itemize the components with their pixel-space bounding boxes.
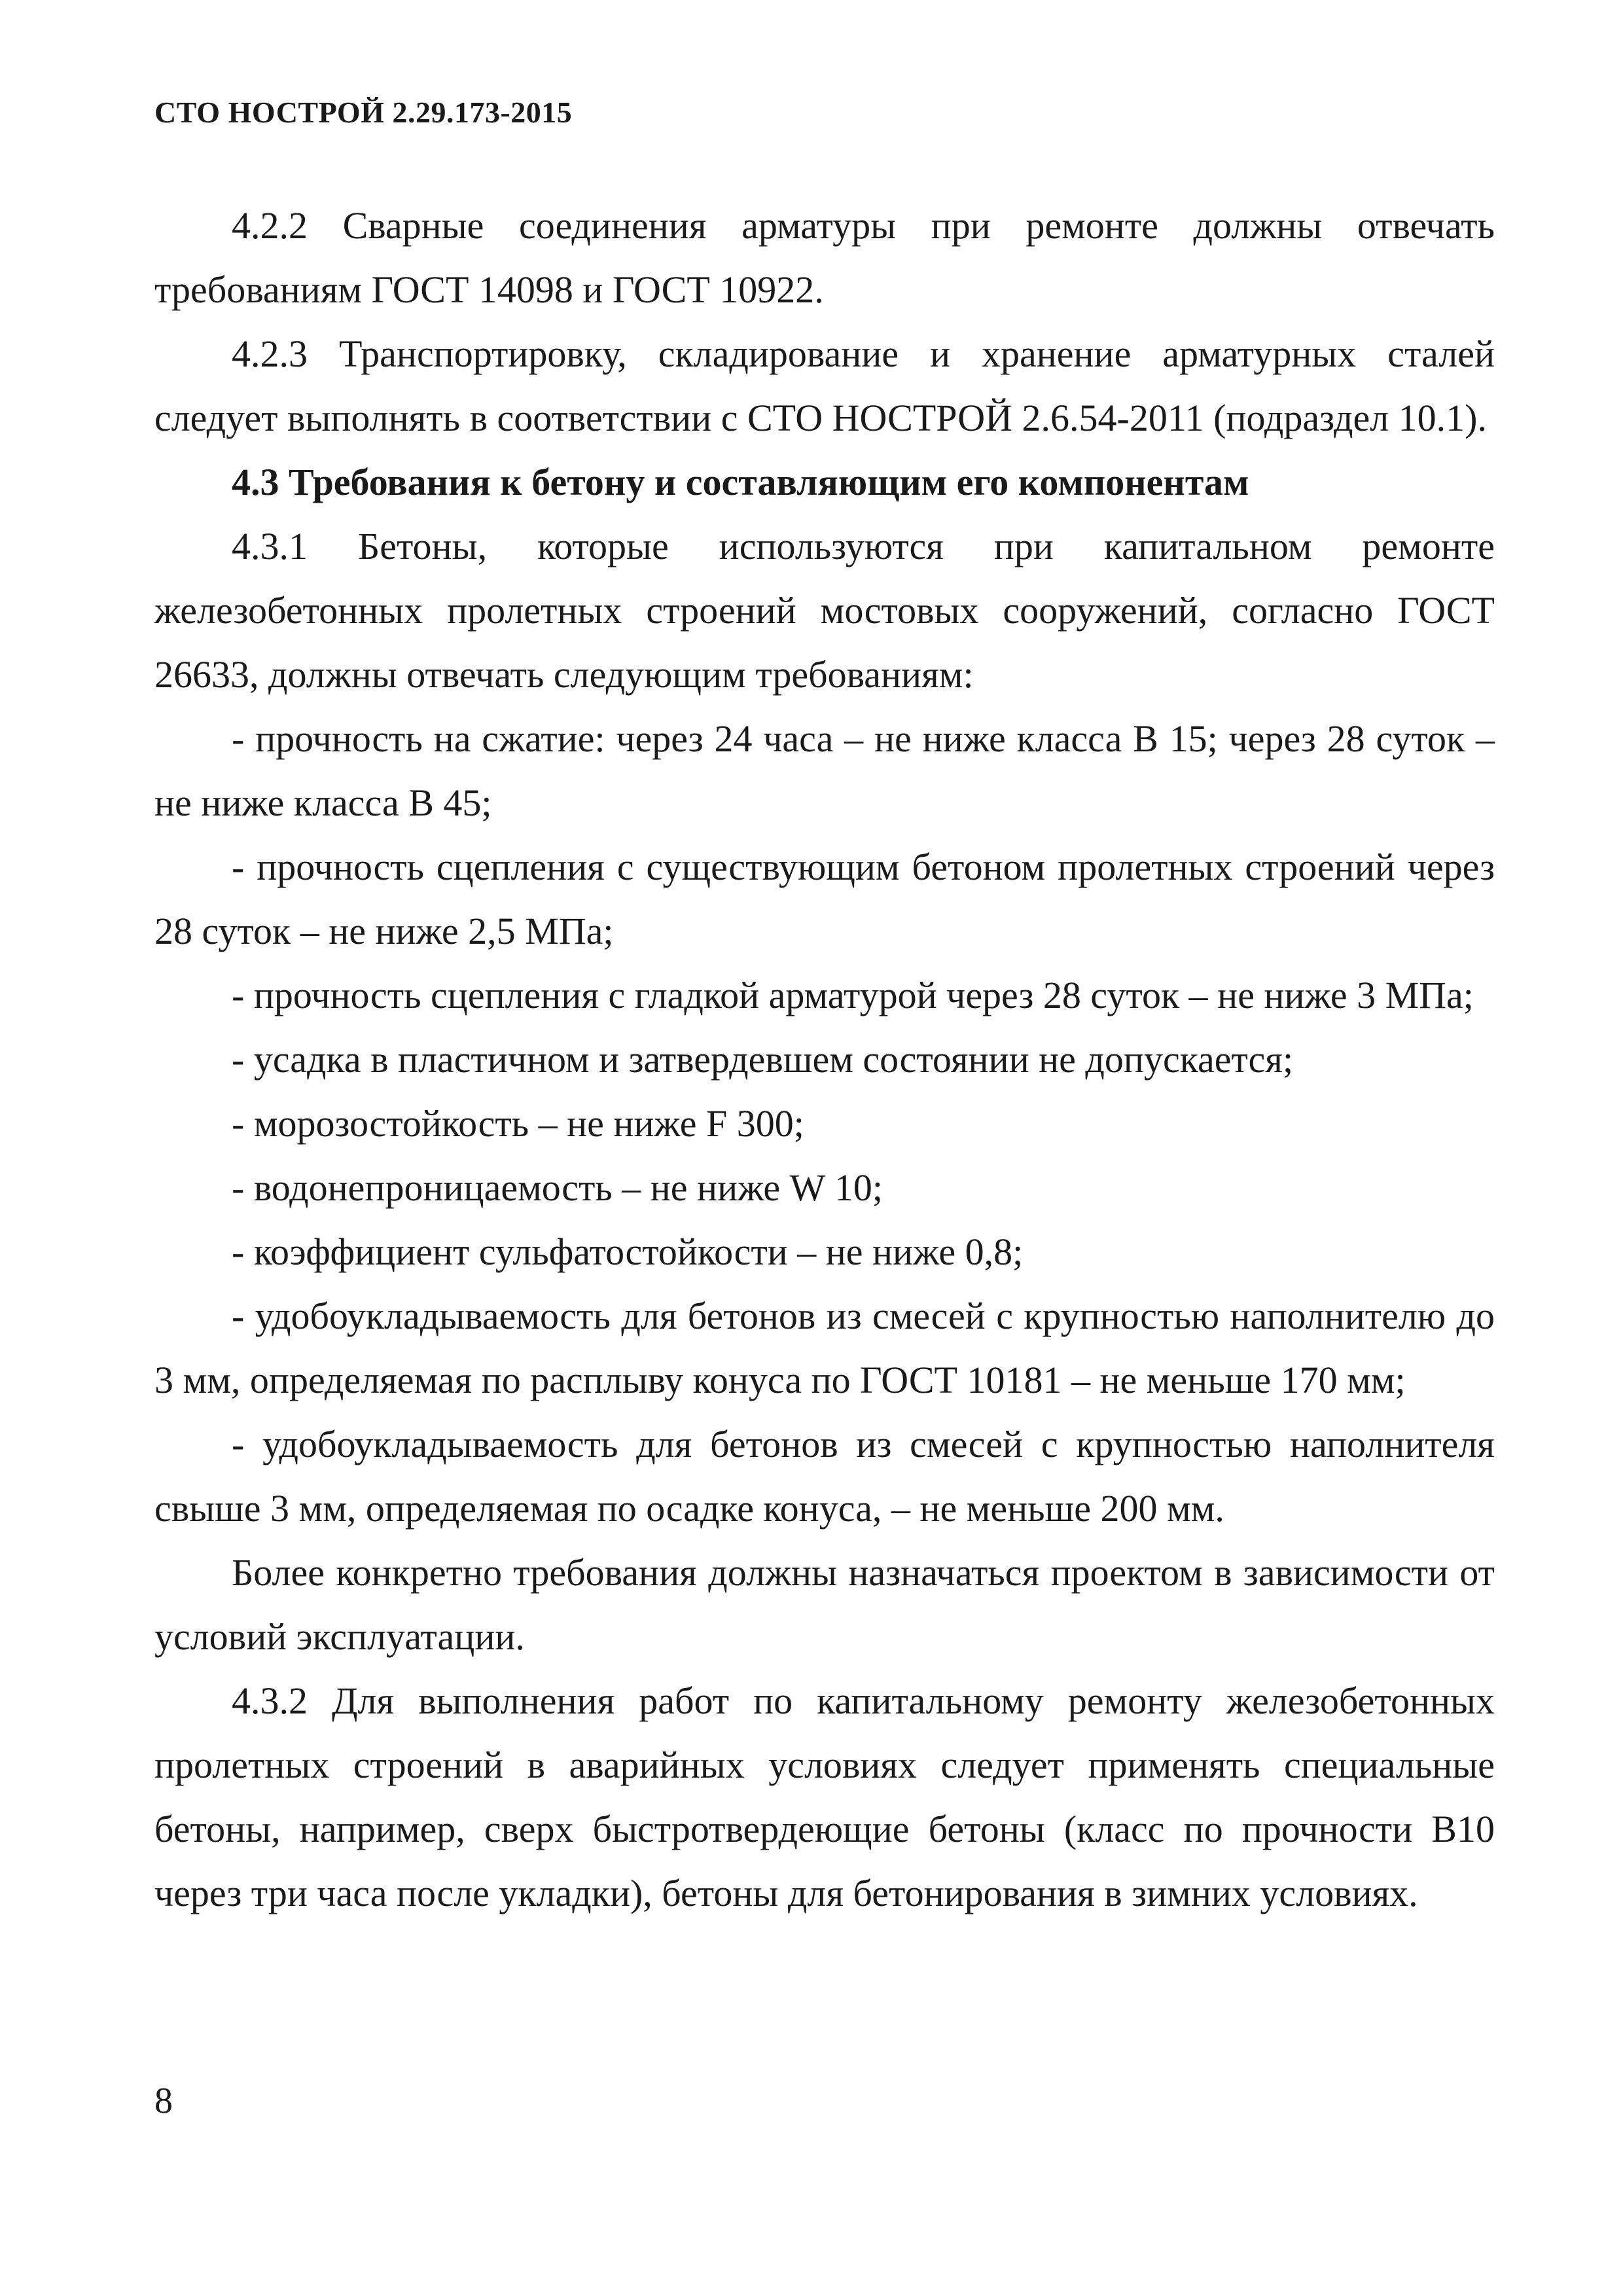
list-item-shrinkage: - усадка в пластичном и затвердевшем состоянии не допускается;	[232, 1038, 1294, 1081]
document-header: СТО НОСТРОЙ 2.29.173-2015	[154, 96, 573, 129]
paragraph-requirements-note: Более конкретно требования должны назначаться проектом в зависимости от условий эксплуатации.	[154, 1551, 1495, 1658]
paragraph-4-3-2: 4.3.2 Для выполнения работ по капитальному ремонту железобетонных пролетных строений в аварийных условиях следует применять специальные бетоны, например, сверх быстротвердеющие бетоны (класс по прочности В10 через три часа после укладки), бетоны для бетонирования в зимних условиях.	[154, 1679, 1495, 1914]
list-item-water-resistance: - водонепроницаемость – не ниже W 10;	[232, 1166, 883, 1209]
list-item-workability-slump: - удобоукладываемость для бетонов из смесей с крупностью наполнителя свыше 3 мм, определяемая по осадке конуса, – не меньше 200 мм.	[154, 1423, 1495, 1530]
paragraph-4-2-2: 4.2.2 Сварные соединения арматуры при ремонте должны отвечать требованиям ГОСТ 14098 и ГОСТ 10922.	[154, 204, 1495, 311]
document-body	[154, 194, 1495, 1926]
list-item-adhesion-rebar: - прочность сцепления с гладкой арматурой через 28 суток – не ниже 3 МПа;	[232, 974, 1474, 1016]
list-item-compressive-strength: - прочность на сжатие: через 24 часа – не ниже класса В 15; через 28 суток – не ниже класса В 45;	[154, 717, 1495, 824]
paragraph-4-3-1: 4.3.1 Бетоны, которые используются при капитальном ремонте железобетонных пролетных строений мостовых сооружений, согласно ГОСТ 26633, должны отвечать следующим требованиям:	[154, 525, 1495, 696]
paragraph-4-2-3: 4.2.3 Транспортировку, складирование и хранение арматурных сталей следует выполнять в соответствии с СТО НОСТРОЙ 2.6.54-2011 (подраздел 10.1).	[154, 332, 1495, 439]
list-item-frost-resistance: - морозостойкость – не ниже F 300;	[232, 1102, 804, 1145]
page-number: 8	[154, 2081, 173, 2121]
section-heading-4-3: 4.3 Требования к бетону и составляющим его компонентам	[232, 461, 1249, 503]
list-item-workability-spread: - удобоукладываемость для бетонов из смесей с крупностью наполнителю до 3 мм, определяемая по расплыву конуса по ГОСТ 10181 – не меньше 170 мм;	[154, 1295, 1495, 1401]
list-item-sulfate-resistance: - коэффициент сульфатостойкости – не ниже 0,8;	[232, 1230, 1024, 1273]
list-item-adhesion-concrete: - прочность сцепления с существующим бетоном пролетных строений через 28 суток – не ниже 2,5 МПа;	[154, 846, 1495, 952]
